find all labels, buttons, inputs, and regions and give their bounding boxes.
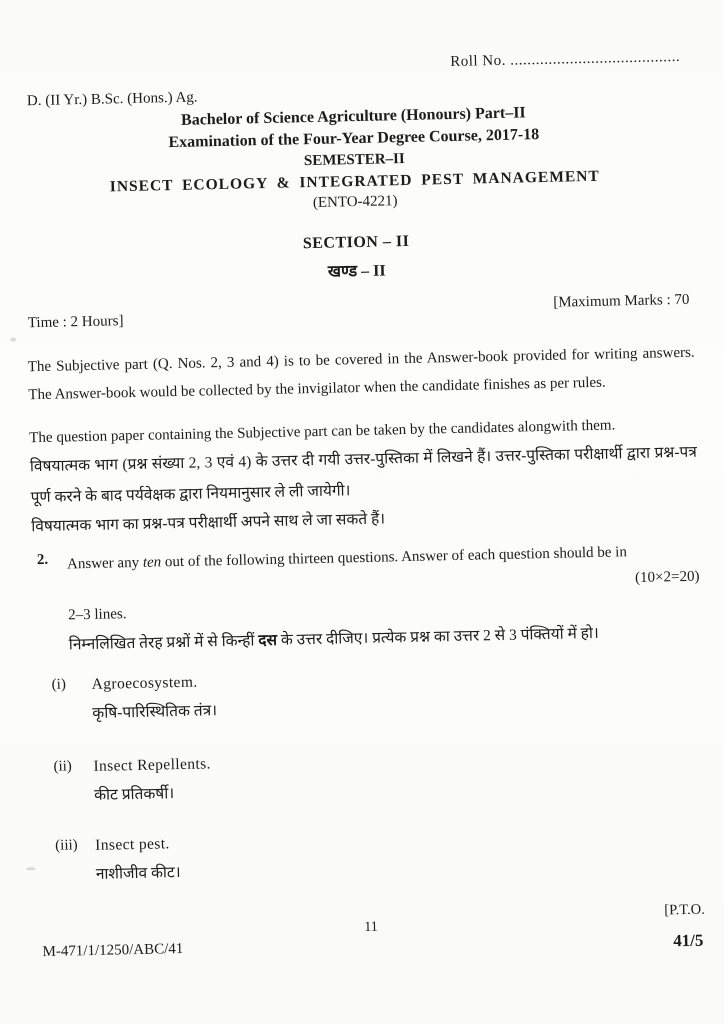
semester-label: SEMESTER–II bbox=[303, 150, 405, 170]
maximum-marks: [Maximum Marks : 70 bbox=[553, 291, 690, 311]
course-name: INSECT ECOLOGY & INTEGRATED PEST MANAGEMENT bbox=[109, 167, 600, 196]
subquestion-iii-hindi: नाशीजीव कीट। bbox=[95, 864, 181, 883]
question-2-text-a: Answer any bbox=[66, 554, 144, 573]
section-title-english: SECTION – II bbox=[302, 232, 410, 253]
roll-no-label: Roll No. bbox=[450, 52, 507, 70]
subquestion-iii-english: Insect pest. bbox=[95, 835, 170, 854]
question-2-text-ten: ten bbox=[142, 554, 162, 571]
instruction-hindi-1: विषयात्मक भाग (प्रश्न संख्या 2, 3 एवं 4) के उत्तर दी गयी उत्तर-पुस्तिका में लिखने हैं। उत्तर-पुस्तिका परीक्षार्थी द्वारा प्रश्न-पत्र पूर्ण करने के बाद पर्यवेक्षक द्वारा नियमानुसार ले ली जायेगी। bbox=[29, 443, 697, 507]
question-2-text-c: 2–3 lines. bbox=[68, 606, 127, 624]
subquestion-ii-english: Insect Repellents. bbox=[93, 755, 212, 775]
paper-id: 41/5 bbox=[672, 930, 704, 951]
scan-speckle bbox=[26, 867, 36, 870]
subquestion-ii-label: (ii) bbox=[53, 758, 72, 775]
subquestion-iii-texts bbox=[95, 824, 692, 884]
question-2-hindi-das: दस bbox=[258, 631, 278, 650]
subquestion-i-english: Agroecosystem. bbox=[91, 673, 198, 693]
question-2-hindi-a: निम्नलिखित तेरह प्रश्नों में से किन्हीं bbox=[68, 632, 259, 654]
page-number: 11 bbox=[364, 919, 378, 936]
subquestion-i-label: (i) bbox=[51, 676, 67, 693]
subquestion-ii bbox=[53, 745, 690, 806]
pto-label: [P.T.O. bbox=[664, 901, 705, 919]
exam-header bbox=[0, 98, 717, 221]
time-allowed: Time : 2 Hours] bbox=[27, 313, 124, 332]
subquestion-ii-hindi: कीट प्रतिकर्षी। bbox=[93, 785, 175, 804]
course-code: (ENTO-4221) bbox=[312, 193, 398, 211]
degree-title: Bachelor of Science Agriculture (Honours) Part–II bbox=[180, 104, 526, 129]
question-2 bbox=[37, 538, 701, 660]
subquestion-iii bbox=[55, 824, 692, 885]
subquestion-i bbox=[52, 663, 689, 724]
program-line: D. (II Yr.) B.Sc. (Hons.) Ag. bbox=[26, 89, 198, 110]
question-2-marks: (10×2=20) bbox=[634, 568, 700, 587]
subquestion-i-hindi: कृषि-पारिस्थितिक तंत्र। bbox=[92, 702, 218, 722]
question-2-text-b: out of the following thirteen questions. Answer of each question should be in bbox=[161, 544, 628, 571]
paper-code: M-471/1/1250/ABC/41 bbox=[42, 941, 184, 961]
exam-title: Examination of the Four-Year Degree Course, 2017-18 bbox=[168, 126, 540, 152]
question-2-hindi-b: के उत्तर दीजिए। प्रत्येक प्रश्न का उत्तर 2 से 3 पंक्तियों में हो। bbox=[276, 624, 599, 649]
subquestion-iii-label: (iii) bbox=[55, 837, 78, 854]
roll-no-field bbox=[450, 49, 680, 71]
instruction-english-1: The Subjective part (Q. Nos. 2, 3 and 4) is to be covered in the Answer-book provided for writing answers. The Answer-book would be collected by the invigilator when the candidate finishes as per rules. bbox=[27, 344, 695, 404]
subquestion-i-texts bbox=[92, 663, 689, 723]
time-marks-row bbox=[27, 291, 690, 332]
subquestion-ii-texts bbox=[93, 745, 690, 805]
section-title-hindi: खण्ड – II bbox=[327, 262, 386, 281]
instruction-hindi-2: विषयात्मक भाग का प्रश्न-पत्र परीक्षार्थी अपने साथ ले जा सकते हैं। bbox=[31, 510, 386, 536]
scan-speckle bbox=[10, 338, 16, 342]
section-heading bbox=[0, 226, 719, 289]
question-2-number: 2. bbox=[36, 551, 49, 569]
instruction-english-2: The question paper containing the Subjective part can be taken by the candidates alongwith them. bbox=[29, 417, 616, 447]
roll-no-dotted-line: ........................................ bbox=[510, 48, 681, 69]
